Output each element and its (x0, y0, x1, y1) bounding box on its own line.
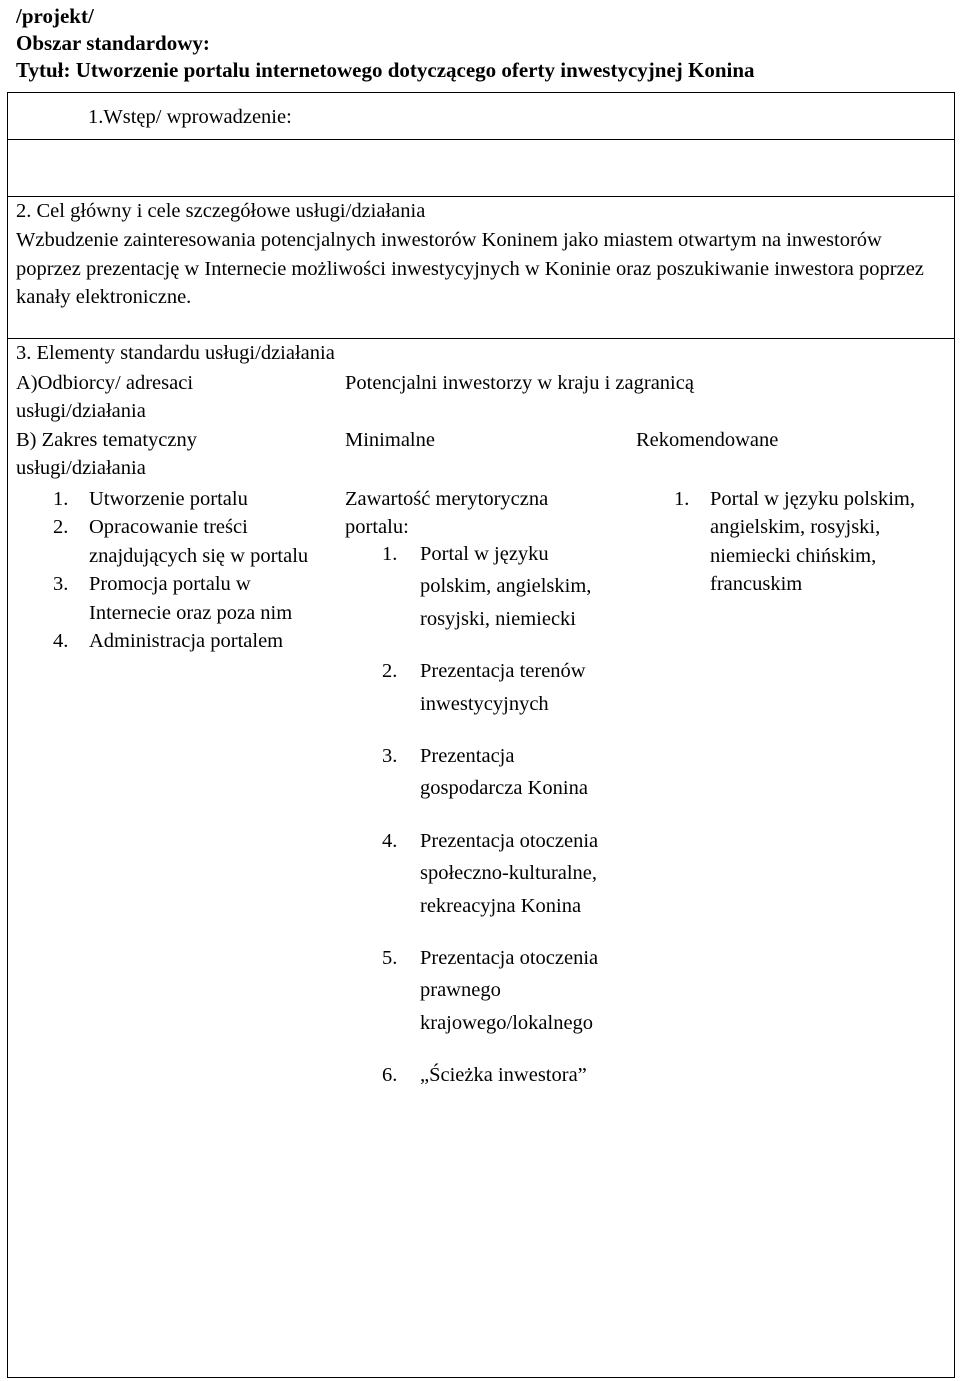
list-item: 1. Portal w języku polskim, angielskim, rosyjski, niemiecki (382, 543, 592, 630)
document-title: Tytuł: Utworzenie portalu internetowego dotyczącego oferty inwestycyjnej Konina (16, 58, 755, 82)
scope-label-cont: usługi/działania (16, 457, 146, 479)
list-item: 1. Utworzenie portalu (53, 488, 248, 510)
header-obszar: Obszar standardowy: (16, 31, 210, 55)
table-border-bottom (7, 1377, 955, 1378)
recipients-value: Potencjalni inwestorzy w kraju i zagranicą (345, 372, 694, 394)
list-item: 2. Prezentacja terenów inwestycyjnych (382, 660, 586, 715)
column-header-recommended: Rekomendowane (636, 429, 779, 451)
column-header-minimal: Minimalne (345, 429, 435, 451)
table-border-left (7, 92, 8, 1378)
recipients-label-cont: usługi/działania (16, 400, 146, 422)
section-1-title: 1.Wstęp/ wprowadzenie: (88, 106, 292, 128)
row-divider-1 (7, 139, 955, 140)
table-border-right (954, 92, 955, 1378)
list-item: 1. Portal w języku polskim, angielskim, rosyjski, niemiecki chińskim, francuskim (674, 488, 915, 596)
minimal-heading-cont: portalu: (345, 516, 409, 538)
list-item: 5. Prezentacja otoczenia prawnego krajowego/lokalnego (382, 947, 599, 1034)
list-item: 3. Prezentacja gospodarcza Konina (382, 745, 588, 800)
minimal-list (382, 538, 617, 1112)
list-item: 6. „Ścieżka inwestora” (382, 1064, 587, 1087)
recipients-label: A)Odbiorcy/ adresaci (16, 372, 194, 394)
section-2-title: 2. Cel główny i cele szczegółowe usługi/działania (16, 200, 426, 222)
recommended-list (674, 485, 929, 599)
table-border-top (7, 92, 955, 93)
list-item: 3. Promocja portalu w Internecie oraz poza nim (53, 573, 293, 624)
scope-list (53, 485, 333, 655)
section-2-body: Wzbudzenie zainteresowania potencjalnych inwestorów Koninem jako miastem otwartym na inwestorów poprzez prezentację w Internecie możliwości inwestycyjnych w Koninie oraz poszukiwanie inwestora poprzez kanały elektroniczne. (16, 229, 924, 308)
list-item: 2. Opracowanie treści znajdujących się w portalu (53, 516, 309, 567)
scope-label: B) Zakres tematyczny (16, 429, 198, 451)
section-3-title: 3. Elementy standardu usługi/działania (16, 342, 335, 364)
minimal-heading: Zawartość merytoryczna (345, 488, 549, 510)
header-projekt: /projekt/ (16, 4, 94, 28)
list-item: 4. Administracja portalem (53, 630, 284, 653)
list-item: 4. Prezentacja otoczenia społeczno-kulturalne, rekreacyjna Konina (382, 829, 599, 917)
